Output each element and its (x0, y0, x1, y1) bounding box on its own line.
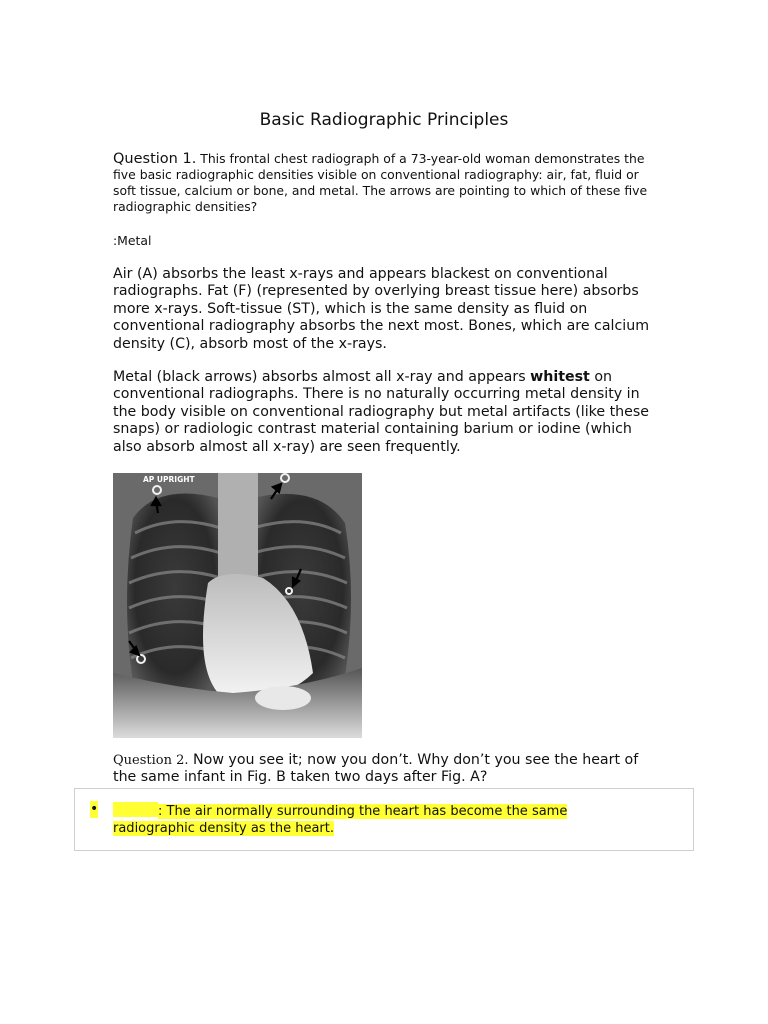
question-2 (113, 752, 658, 787)
question-1-answer: :Metal (113, 233, 152, 248)
question-2-answer-text: : The air normally surrounding the heart has become the same radiographic density as the heart. (113, 804, 568, 837)
whitest-bold: whitest (530, 369, 590, 385)
paragraph-2-end: on conventional radiographs. There is no naturally occurring metal density in the body visible on conventional radiography but metal artifacts (like these snaps) or radiologic contrast material containing barium or iodine (which also absorb almost all x-ray) are seen frequently. (113, 369, 650, 455)
highlight-blank (113, 802, 158, 817)
chest-radiograph-image (113, 473, 362, 738)
paragraph-2-start: Metal (black arrows) absorbs almost all x-ray and appears (113, 369, 531, 385)
question-2-answer (113, 802, 583, 838)
question-2-label: Question 2. (113, 753, 189, 768)
bullet-marker: • (90, 801, 99, 817)
question-1-label: Question 1. (113, 151, 197, 167)
explanation-paragraph-1: Air (A) absorbs the least x-rays and appears blackest on conventional radiographs. Fat (F) (represented by overlying breast tissue here) absorbs more x-rays. Soft-tissue (ST), which is the same density as fluid on conventional radiography absorbs the next most. Bones, which are calcium density (C), absorb most of the x-rays. (113, 266, 650, 352)
image-label: AP UPRIGHT (143, 475, 195, 484)
question-2-text: Now you see it; now you don’t. Why don’t you see the heart of the same infant in Fig. B taken two days after Fig. A? (113, 752, 639, 786)
page-title: Basic Radiographic Principles (259, 110, 509, 130)
question-1 (113, 151, 658, 215)
question-1-text: This frontal chest radiograph of a 73-year-old woman demonstrates the five basic radiographic densities visible on conventional radiography: air, fat, fluid or soft tissue, calcium or bone, and metal. The arrows are pointing to which of these five radiographic densities? (113, 151, 648, 214)
explanation-paragraph-2 (113, 369, 658, 456)
